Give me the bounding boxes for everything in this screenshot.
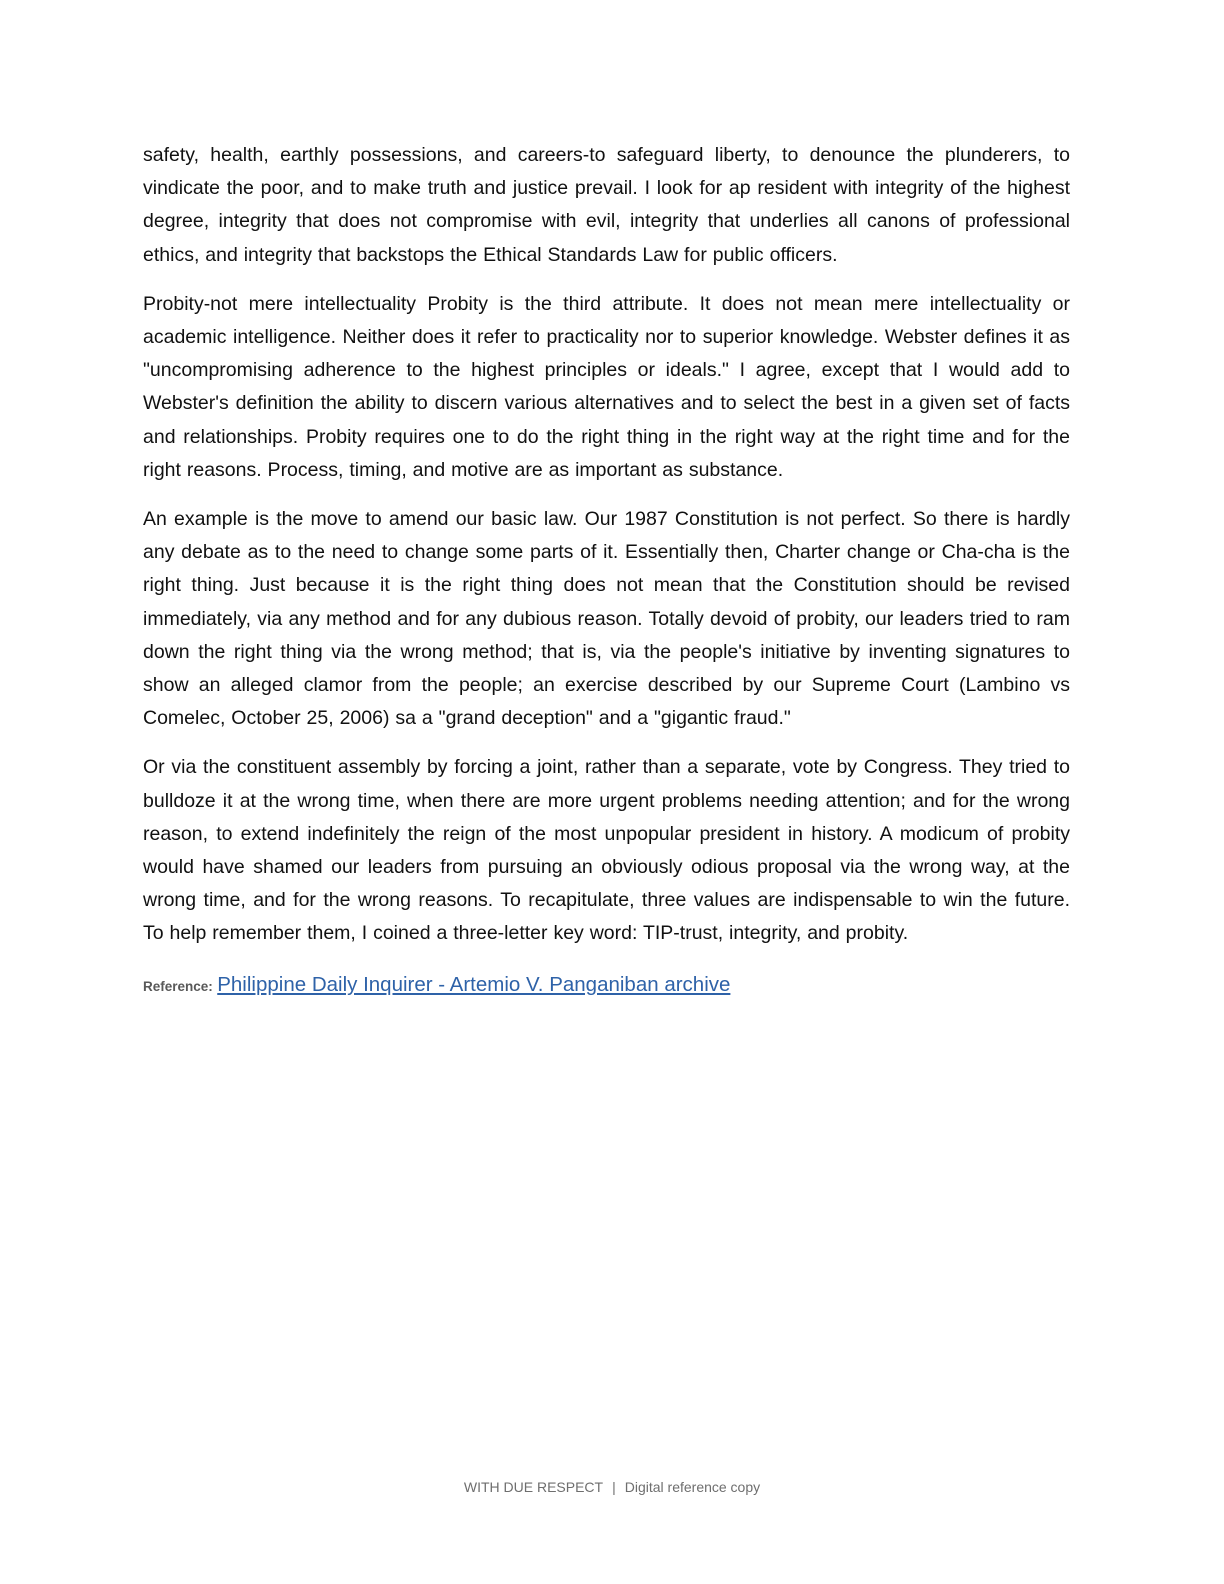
footer-copy-note: Digital reference copy [624,1479,761,1495]
reference-link[interactable]: Philippine Daily Inquirer - Artemio V. Panganiban archive [217,973,731,996]
page-footer [0,1479,1224,1495]
paragraph-integrity-continued: safety, health, earthly possessions, and careers-to safeguard liberty, to denounce the plunderers, to vindicate the poor, and to make truth and justice prevail. I look for ap resident with integrity of the highest degree, integrity that does not compromise with evil, integrity that underlies all canons of professional ethics, and integrity that backstops the Ethical Standards Law for public officers. [143,144,1070,266]
footer-publication-title: WITH DUE RESPECT [463,1479,604,1495]
reference-line [143,973,730,997]
footer-separator: | [612,1479,616,1495]
reference-label: Reference: [143,979,213,994]
paragraph-constituent-assembly: Or via the constituent assembly by forcing a joint, rather than a separate, vote by Congress. They tried to bulldoze it at the wrong time, when there are more urgent problems needing attention; and for the wrong reason, to extend indefinitely the reign of the most unpopular president in history. A modicum of probity would have shamed our leaders from pursuing an obviously odious proposal via the wrong way, at the wrong time, and for the wrong reasons. To recapitulate, three values are indispensable to win the future. To help remember them, I coined a three-letter key word: TIP-trust, integrity, and probity. [143,756,1070,945]
article-body [143,139,1070,951]
paragraph-probity-definition: Probity-not mere intellectuality Probity is the third attribute. It does not mean mere intellectuality or academic intelligence. Neither does it refer to practicality nor to superior knowledge. Webster defines it as "uncompromising adherence to the highest principles or ideals." I agree, except that I would add to Webster's definition the ability to discern various alternatives and to select the best in a given set of facts and relationships. Probity requires one to do the right thing in the right way at the right time and for the right reasons. Process, timing, and motive are as important as substance. [143,292,1070,481]
paragraph-charter-change-example: An example is the move to amend our basic law. Our 1987 Constitution is not perfect. So there is hardly any debate as to the need to change some parts of it. Essentially then, Charter change or Cha-cha is the right thing. Just because it is the right thing does not mean that the Constitution should be revised immediately, via any method and for any dubious reason. Totally devoid of probity, our leaders tried to ram down the right thing via the wrong method; that is, via the people's initiative by inventing signatures to show an alleged clamor from the people; an exercise described by our Supreme Court (Lambino vs Comelec, October 25, 2006) sa a "grand deception" and a "gigantic fraud." [143,508,1070,730]
